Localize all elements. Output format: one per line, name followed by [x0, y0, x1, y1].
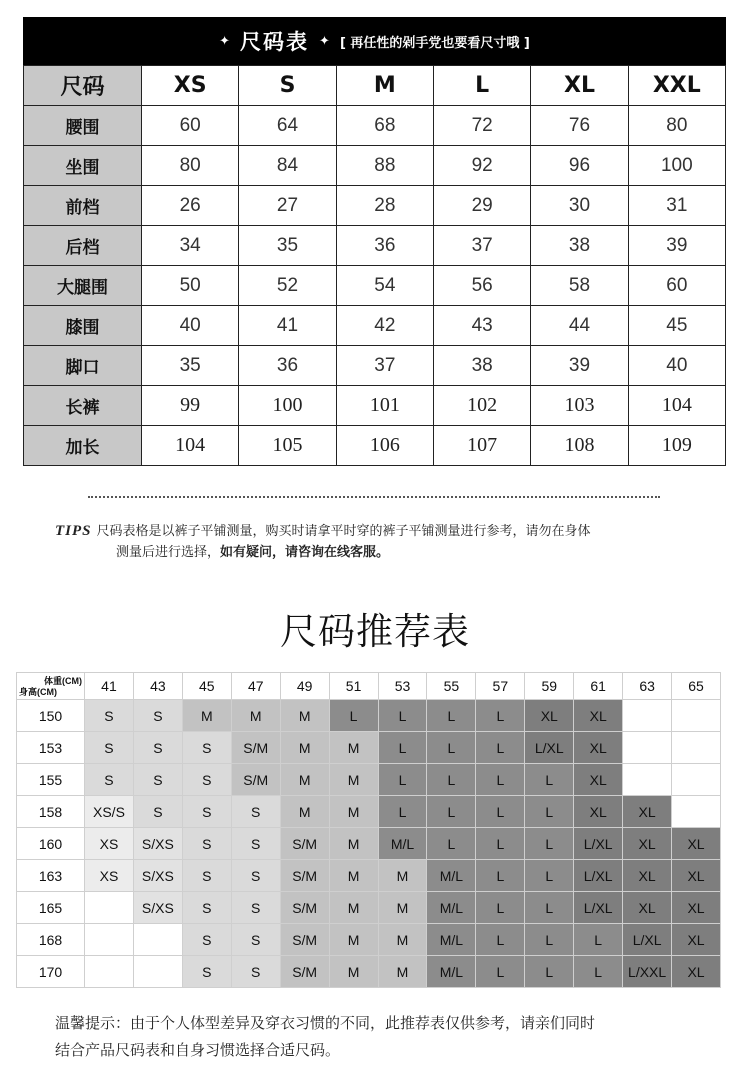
- size-cell: 54: [336, 266, 433, 306]
- recommend-cell: M: [329, 956, 378, 988]
- weight-header: 55: [427, 673, 476, 700]
- recommend-cell: [623, 732, 672, 764]
- size-row: [24, 266, 726, 306]
- size-cell: 26: [142, 186, 239, 226]
- size-cell: 102: [433, 386, 530, 426]
- size-cell: 40: [142, 306, 239, 346]
- recommend-cell: L: [525, 796, 574, 828]
- recommend-cell: L: [525, 924, 574, 956]
- size-row: [24, 226, 726, 266]
- recommend-cell: S: [182, 892, 231, 924]
- size-row: [24, 346, 726, 386]
- recommend-cell: S/M: [280, 924, 329, 956]
- size-row: [24, 146, 726, 186]
- size-row-label: 大腿围: [24, 266, 142, 306]
- size-header-s: S: [239, 66, 336, 106]
- weight-header: 49: [280, 673, 329, 700]
- recommend-cell: [672, 796, 721, 828]
- recommend-cell: XL: [672, 860, 721, 892]
- tips-text-line2: [55, 542, 715, 563]
- size-cell: 42: [336, 306, 433, 346]
- height-label: 165: [17, 892, 85, 924]
- recommend-cell: M: [280, 732, 329, 764]
- size-row: [24, 106, 726, 146]
- size-cell: 38: [531, 226, 628, 266]
- size-cell: 108: [531, 426, 628, 466]
- weight-header: 51: [329, 673, 378, 700]
- recommend-cell: XL: [574, 700, 623, 732]
- recommend-cell: L: [574, 924, 623, 956]
- recommend-cell: L: [476, 924, 525, 956]
- size-cell: 104: [142, 426, 239, 466]
- recommend-cell: S: [133, 764, 182, 796]
- size-cell: 88: [336, 146, 433, 186]
- size-corner-label: 尺码: [24, 66, 142, 106]
- recommend-table: [16, 672, 721, 988]
- tips-label: TIPS: [55, 523, 92, 539]
- recommend-cell: M: [280, 796, 329, 828]
- height-label: 155: [17, 764, 85, 796]
- recommend-row: [17, 924, 721, 956]
- tips-text-line1: 尺码表格是以裤子平铺测量，购买时请拿平时穿的裤子平铺测量进行参考，请勿在身体: [96, 524, 591, 539]
- size-cell: 56: [433, 266, 530, 306]
- recommend-table-body: [17, 700, 721, 988]
- weight-header: 41: [85, 673, 134, 700]
- height-label: 158: [17, 796, 85, 828]
- recommend-cell: S/M: [280, 828, 329, 860]
- recommend-title: 尺码推荐表: [280, 610, 470, 653]
- recommend-cell: XL: [672, 956, 721, 988]
- size-header-xl: XL: [531, 66, 628, 106]
- size-cell: 72: [433, 106, 530, 146]
- recommend-cell: [133, 956, 182, 988]
- recommend-cell: S: [85, 700, 134, 732]
- recommend-cell: M: [329, 732, 378, 764]
- recommend-cell: S/XS: [133, 828, 182, 860]
- corner-weight-label: 体重(CM): [44, 676, 82, 686]
- recommend-corner: [17, 673, 85, 700]
- recommend-cell: M: [329, 924, 378, 956]
- size-cell: 45: [628, 306, 725, 346]
- size-cell: 44: [531, 306, 628, 346]
- recommend-cell: XL: [623, 828, 672, 860]
- recommend-cell: M: [329, 796, 378, 828]
- recommend-cell: S: [85, 764, 134, 796]
- recommend-cell: XL: [623, 796, 672, 828]
- size-cell: 31: [628, 186, 725, 226]
- recommend-cell: S: [231, 892, 280, 924]
- recommend-cell: M: [231, 700, 280, 732]
- recommend-cell: [133, 924, 182, 956]
- recommend-cell: S: [231, 860, 280, 892]
- recommend-cell: M: [378, 924, 427, 956]
- recommend-cell: M: [378, 860, 427, 892]
- recommend-cell: S: [231, 828, 280, 860]
- recommend-cell: M/L: [427, 956, 476, 988]
- recommend-cell: L: [476, 796, 525, 828]
- recommend-cell: L: [525, 828, 574, 860]
- size-cell: 80: [142, 146, 239, 186]
- recommend-cell: XS: [85, 860, 134, 892]
- recommend-cell: L: [378, 700, 427, 732]
- recommend-cell: M: [280, 700, 329, 732]
- recommend-cell: M: [329, 860, 378, 892]
- recommend-cell: S: [85, 732, 134, 764]
- recommend-cell: S: [182, 828, 231, 860]
- recommend-cell: S/M: [231, 764, 280, 796]
- recommend-cell: XS/S: [85, 796, 134, 828]
- size-row-label: 长裤: [24, 386, 142, 426]
- size-cell: 100: [628, 146, 725, 186]
- size-cell: 80: [628, 106, 725, 146]
- size-cell: 60: [142, 106, 239, 146]
- recommend-cell: M/L: [427, 892, 476, 924]
- size-cell: 38: [433, 346, 530, 386]
- recommend-cell: S/M: [280, 892, 329, 924]
- size-cell: 43: [433, 306, 530, 346]
- recommend-row: [17, 828, 721, 860]
- recommend-cell: L: [525, 892, 574, 924]
- size-row: [24, 426, 726, 466]
- recommend-cell: [85, 956, 134, 988]
- size-row-label: 后档: [24, 226, 142, 266]
- recommend-cell: XL: [672, 892, 721, 924]
- size-cell: 60: [628, 266, 725, 306]
- size-row: [24, 306, 726, 346]
- recommend-cell: [623, 764, 672, 796]
- tips-block: [55, 521, 715, 563]
- size-cell: 103: [531, 386, 628, 426]
- height-label: 170: [17, 956, 85, 988]
- recommend-cell: S: [182, 924, 231, 956]
- recommend-cell: S: [231, 956, 280, 988]
- size-row: [24, 186, 726, 226]
- recommend-cell: M: [329, 764, 378, 796]
- recommend-cell: S: [182, 796, 231, 828]
- recommend-cell: L: [427, 796, 476, 828]
- recommend-cell: S: [182, 860, 231, 892]
- size-cell: 34: [142, 226, 239, 266]
- recommend-cell: XL: [574, 764, 623, 796]
- recommend-cell: L: [476, 732, 525, 764]
- recommend-cell: L/XL: [574, 828, 623, 860]
- recommend-row: [17, 764, 721, 796]
- height-label: 153: [17, 732, 85, 764]
- size-cell: 106: [336, 426, 433, 466]
- recommend-row: [17, 956, 721, 988]
- recommend-cell: XL: [574, 796, 623, 828]
- weight-header: 45: [182, 673, 231, 700]
- recommend-cell: L: [476, 892, 525, 924]
- recommend-cell: S/XS: [133, 860, 182, 892]
- recommend-cell: S: [133, 796, 182, 828]
- recommend-cell: XL: [525, 700, 574, 732]
- recommend-cell: XL: [672, 828, 721, 860]
- recommend-row: [17, 732, 721, 764]
- recommend-row: [17, 796, 721, 828]
- size-cell: 104: [628, 386, 725, 426]
- weight-header: 57: [476, 673, 525, 700]
- sparkle-left-icon: ✦: [219, 33, 231, 49]
- size-chart: [23, 17, 726, 466]
- recommend-row: [17, 860, 721, 892]
- recommend-cell: L: [378, 764, 427, 796]
- size-cell: 37: [433, 226, 530, 266]
- recommend-cell: XL: [623, 860, 672, 892]
- size-row-label: 坐围: [24, 146, 142, 186]
- size-cell: 109: [628, 426, 725, 466]
- recommend-cell: S/M: [280, 956, 329, 988]
- recommend-cell: M: [280, 764, 329, 796]
- size-cell: 36: [239, 346, 336, 386]
- weight-header: 63: [623, 673, 672, 700]
- recommend-cell: [672, 764, 721, 796]
- recommend-cell: S: [231, 924, 280, 956]
- weight-header: 47: [231, 673, 280, 700]
- size-row-label: 前档: [24, 186, 142, 226]
- recommend-cell: L: [476, 828, 525, 860]
- recommend-cell: L: [525, 860, 574, 892]
- size-chart-subtitle: [ 再任性的剁手党也要看尺寸哦 ]: [339, 35, 530, 51]
- recommend-cell: S: [133, 700, 182, 732]
- recommend-cell: L: [525, 764, 574, 796]
- recommend-cell: [623, 700, 672, 732]
- weight-header: 61: [574, 673, 623, 700]
- note-line1: 温馨提示：由于个人体型差异及穿衣习惯的不同，此推荐表仅供参考，请亲们同时: [55, 1014, 596, 1032]
- size-cell: 100: [239, 386, 336, 426]
- recommend-cell: L: [525, 956, 574, 988]
- size-cell: 64: [239, 106, 336, 146]
- size-cell: 29: [433, 186, 530, 226]
- size-cell: 37: [336, 346, 433, 386]
- weight-header: 43: [133, 673, 182, 700]
- recommend-cell: M: [182, 700, 231, 732]
- size-chart-header: [23, 17, 726, 65]
- size-cell: 68: [336, 106, 433, 146]
- size-cell: 84: [239, 146, 336, 186]
- recommend-cell: L: [378, 732, 427, 764]
- recommend-cell: M/L: [427, 924, 476, 956]
- size-header-row: [24, 66, 726, 106]
- recommend-cell: L/XL: [574, 892, 623, 924]
- recommend-cell: M: [329, 828, 378, 860]
- size-cell: 99: [142, 386, 239, 426]
- recommend-row: [17, 892, 721, 924]
- recommend-cell: L: [427, 700, 476, 732]
- recommend-cell: S/M: [280, 860, 329, 892]
- recommend-cell: S/M: [231, 732, 280, 764]
- recommend-cell: XL: [574, 732, 623, 764]
- recommend-cell: M: [378, 956, 427, 988]
- size-cell: 35: [239, 226, 336, 266]
- recommend-cell: M/L: [427, 860, 476, 892]
- height-label: 163: [17, 860, 85, 892]
- recommend-cell: L: [476, 860, 525, 892]
- size-cell: 28: [336, 186, 433, 226]
- height-label: 168: [17, 924, 85, 956]
- recommend-cell: M: [378, 892, 427, 924]
- recommend-cell: [85, 924, 134, 956]
- size-table: [23, 65, 726, 466]
- recommend-cell: L: [476, 956, 525, 988]
- size-cell: 39: [628, 226, 725, 266]
- size-cell: 35: [142, 346, 239, 386]
- recommend-cell: L: [574, 956, 623, 988]
- recommend-cell: L: [476, 700, 525, 732]
- recommend-cell: [85, 892, 134, 924]
- height-label: 150: [17, 700, 85, 732]
- recommend-row: [17, 700, 721, 732]
- size-header-l: L: [433, 66, 530, 106]
- size-row: [24, 386, 726, 426]
- size-cell: 36: [336, 226, 433, 266]
- size-header-m: M: [336, 66, 433, 106]
- size-cell: 27: [239, 186, 336, 226]
- recommend-cell: L/XL: [574, 860, 623, 892]
- recommend-cell: L: [378, 796, 427, 828]
- size-header-xxl: XXL: [628, 66, 725, 106]
- recommend-cell: L: [476, 764, 525, 796]
- recommend-cell: [672, 732, 721, 764]
- size-cell: 52: [239, 266, 336, 306]
- recommend-cell: S: [231, 796, 280, 828]
- size-cell: 107: [433, 426, 530, 466]
- note-line2: 结合产品尺码表和自身习惯选择合适尺码。: [55, 1041, 341, 1059]
- note-block: [55, 1010, 705, 1064]
- recommend-cell: L: [427, 732, 476, 764]
- corner-height-label: 身高(CM): [19, 687, 57, 697]
- recommend-cell: L: [427, 764, 476, 796]
- size-cell: 92: [433, 146, 530, 186]
- recommend-cell: L/XXL: [623, 956, 672, 988]
- weight-header: 65: [672, 673, 721, 700]
- size-row-label: 脚口: [24, 346, 142, 386]
- size-table-body: [24, 106, 726, 466]
- size-chart-title: 尺码表: [240, 30, 310, 54]
- size-row-label: 膝围: [24, 306, 142, 346]
- recommend-cell: S: [133, 732, 182, 764]
- recommend-cell: XL: [672, 924, 721, 956]
- size-cell: 58: [531, 266, 628, 306]
- size-cell: 30: [531, 186, 628, 226]
- recommend-cell: S: [182, 956, 231, 988]
- recommend-cell: M/L: [378, 828, 427, 860]
- recommend-cell: S: [182, 732, 231, 764]
- size-row-label: 腰围: [24, 106, 142, 146]
- dotted-divider: [88, 496, 660, 498]
- size-cell: 40: [628, 346, 725, 386]
- recommend-header-row: [17, 673, 721, 700]
- recommend-cell: S: [182, 764, 231, 796]
- size-cell: 39: [531, 346, 628, 386]
- height-label: 160: [17, 828, 85, 860]
- recommend-cell: XL: [623, 892, 672, 924]
- size-cell: 50: [142, 266, 239, 306]
- size-cell: 76: [531, 106, 628, 146]
- recommend-cell: XS: [85, 828, 134, 860]
- sparkle-right-icon: ✦: [319, 33, 330, 49]
- size-cell: 101: [336, 386, 433, 426]
- recommend-cell: L/XL: [525, 732, 574, 764]
- recommend-cell: L/XL: [623, 924, 672, 956]
- recommend-cell: L: [427, 828, 476, 860]
- recommend-cell: [672, 700, 721, 732]
- size-header-xs: XS: [142, 66, 239, 106]
- size-row-label: 加长: [24, 426, 142, 466]
- tips-text-line2-normal: 测量后进行选择，: [116, 545, 221, 560]
- weight-header: 59: [525, 673, 574, 700]
- size-cell: 41: [239, 306, 336, 346]
- recommend-cell: L: [329, 700, 378, 732]
- recommend-cell: M: [329, 892, 378, 924]
- tips-text-line2-bold: 如有疑问，请咨询在线客服。: [220, 545, 390, 560]
- weight-header: 53: [378, 673, 427, 700]
- size-cell: 96: [531, 146, 628, 186]
- size-cell: 105: [239, 426, 336, 466]
- recommend-cell: S/XS: [133, 892, 182, 924]
